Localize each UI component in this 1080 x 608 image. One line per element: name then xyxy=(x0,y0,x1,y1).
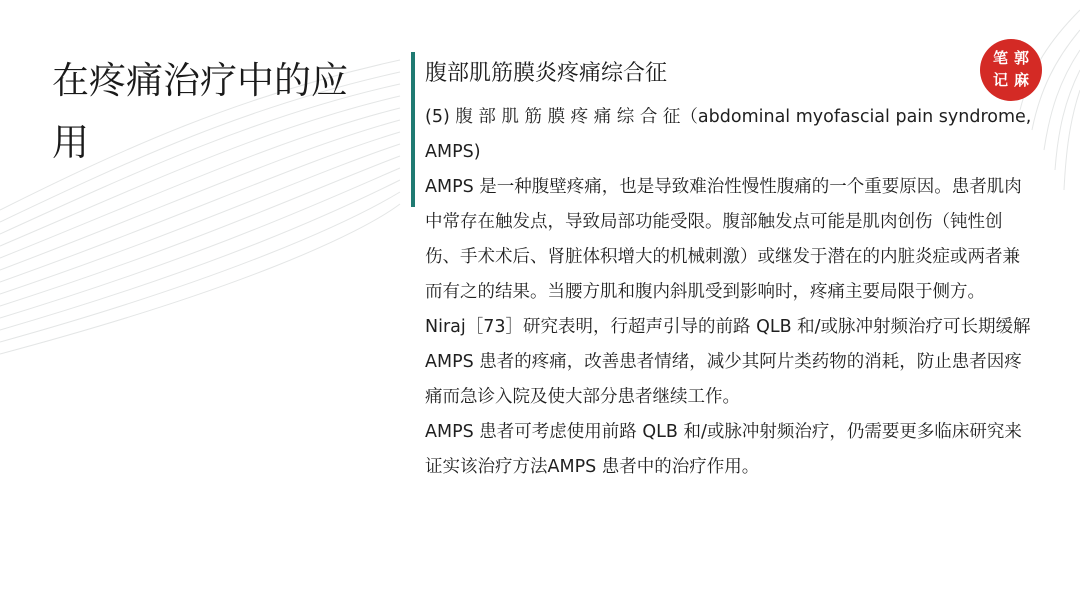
accent-bar xyxy=(411,52,415,207)
paragraph-conclusion: AMPS 患者可考虑使用前路 QLB 和/或脉冲射频治疗，仍需要更多临床研究来证实该治疗方法AMPS 患者中的治疗作用。 xyxy=(425,422,1022,477)
paragraph-description: AMPS 是一种腹壁疼痛，也是导致难治性慢性腹痛的一个重要原因。患者肌肉中常存在触发点，导致局部功能受限。腹部触发点可能是肌肉创伤（钝性创伤、手术术后、肾脏体积增大的机械刺激）或继发于潜在的内脏炎症或两者兼而有之的结果。当腰方肌和腹内斜肌受到影响时，疼痛主要局限于侧方。 xyxy=(425,177,1022,302)
paragraph-definition: (5) 腹 部 肌 筋 膜 疼 痛 综 合 征（abdominal myofascial pain syndrome, AMPS) xyxy=(425,107,1032,162)
seal-char: 麻 xyxy=(1013,71,1029,89)
seal-char: 郭 xyxy=(1013,49,1029,67)
slide-content xyxy=(425,56,1037,485)
slide-title: 在疼痛治疗中的应用 xyxy=(52,59,348,164)
section-heading: 腹部肌筋膜炎疼痛综合征 xyxy=(425,61,668,86)
seal-char: 记 xyxy=(992,71,1008,89)
seal-char: 笔 xyxy=(992,49,1008,67)
paragraph-study: Niraj［73］研究表明，行超声引导的前路 QLB 和/或脉冲射频治疗可长期缓解 AMPS 患者的疼痛，改善患者情绪，减少其阿片类药物的消耗，防止患者因疼痛而急诊入院及使大部分患者继续工作。 xyxy=(425,317,1031,407)
seal-logo xyxy=(980,39,1042,101)
